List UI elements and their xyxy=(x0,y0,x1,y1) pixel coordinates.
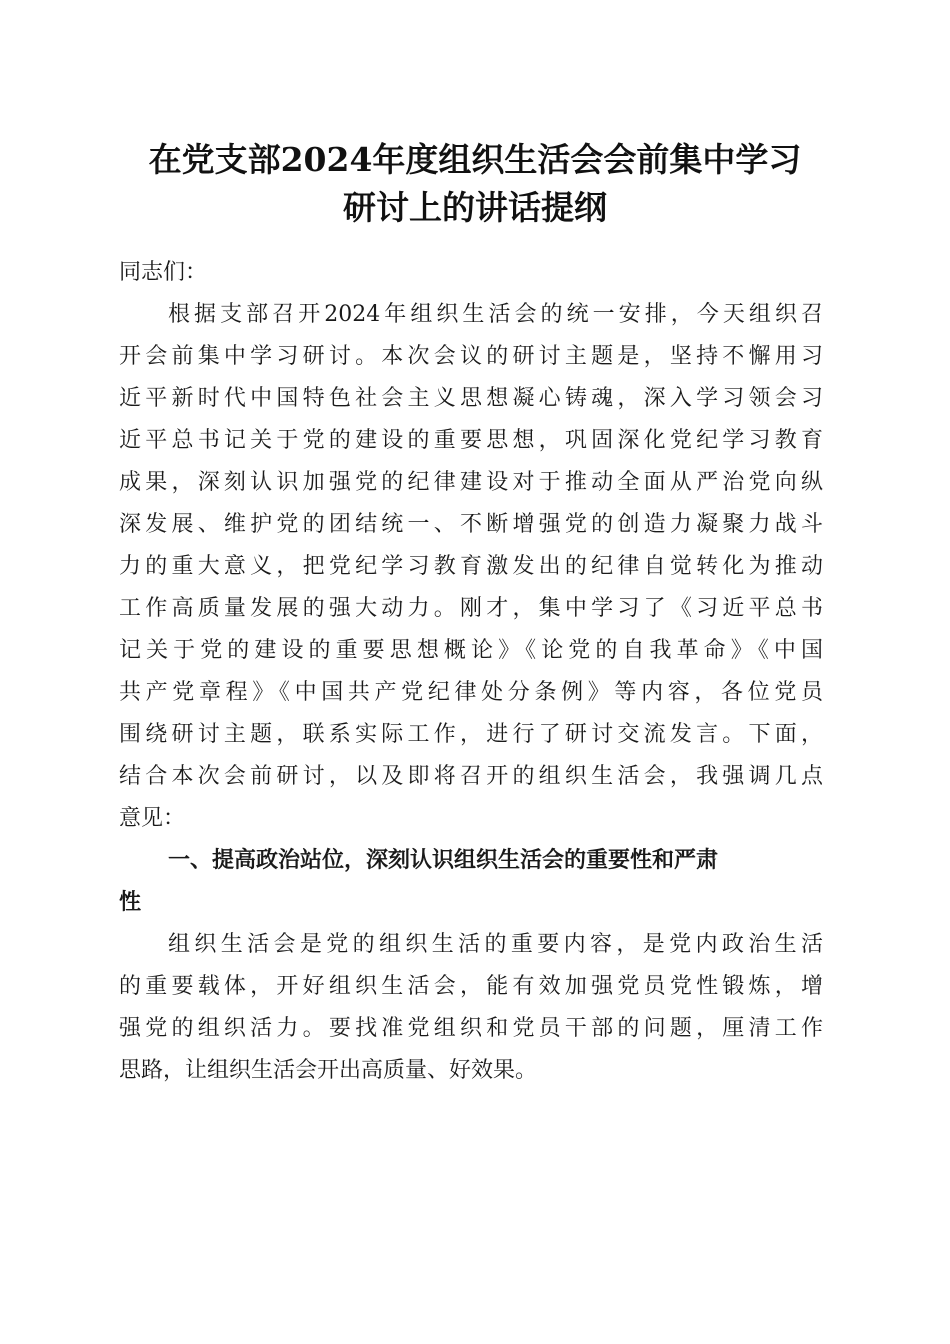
document-body xyxy=(119,252,823,1092)
text-line: 强党的组织活力。要找准党组织和党员干部的问题，厘清工作 xyxy=(119,1016,823,1041)
text-line: 围绕研讨主题，联系实际工作，进行了研讨交流发言。下面， xyxy=(119,722,823,747)
text-line: 力的重大意义，把党纪学习教育激发出的纪律自觉转化为推动 xyxy=(119,554,823,579)
text-line: 组织生活会是党的组织生活的重要内容，是党内政治生活 xyxy=(168,932,823,957)
text-line: 的重要载体，开好组织生活会，能有效加强党员党性锻炼，增 xyxy=(119,974,823,999)
text-line: 共产党章程》《中国共产党纪律处分条例》等内容，各位党员 xyxy=(119,680,823,705)
text-line: 近平总书记关于党的建设的重要思想，巩固深化党纪学习教育 xyxy=(119,428,823,453)
text-line: 近平新时代中国特色社会主义思想凝心铸魂，深入学习领会习 xyxy=(119,386,823,411)
paragraph-1 xyxy=(119,294,823,840)
title-line: 在党支部2024年度组织生活会会前集中学习 xyxy=(148,140,802,179)
heading-line: 性 xyxy=(119,890,142,915)
paragraph-2 xyxy=(119,924,823,1092)
text-line: 意见： xyxy=(119,806,186,831)
greeting: 同志们： xyxy=(119,260,208,285)
section-heading-1 xyxy=(119,840,823,924)
title-line: 研讨上的讲话提纲 xyxy=(343,188,607,227)
text-line: 成果，深刻认识加强党的纪律建设对于推动全面从严治党向纵 xyxy=(119,470,823,495)
text-line: 开会前集中学习研讨。本次会议的研讨主题是，坚持不懈用习 xyxy=(119,344,823,369)
text-line: 根据支部召开2024年组织生活会的统一安排，今天组织召 xyxy=(168,302,823,327)
text-line: 深发展、维护党的团结统一、不断增强党的创造力凝聚力战斗 xyxy=(119,512,823,537)
text-line: 思路，让组织生活会开出高质量、好效果。 xyxy=(119,1058,538,1083)
heading-line: 一、提高政治站位，深刻认识组织生活会的重要性和严肃 xyxy=(168,848,719,873)
text-line: 工作高质量发展的强大动力。刚才，集中学习了《习近平总书 xyxy=(119,596,823,621)
text-line: 结合本次会前研讨，以及即将召开的组织生活会，我强调几点 xyxy=(119,764,823,789)
document-title xyxy=(100,136,850,232)
text-line: 记关于党的建设的重要思想概论》《论党的自我革命》《中国 xyxy=(119,638,823,663)
